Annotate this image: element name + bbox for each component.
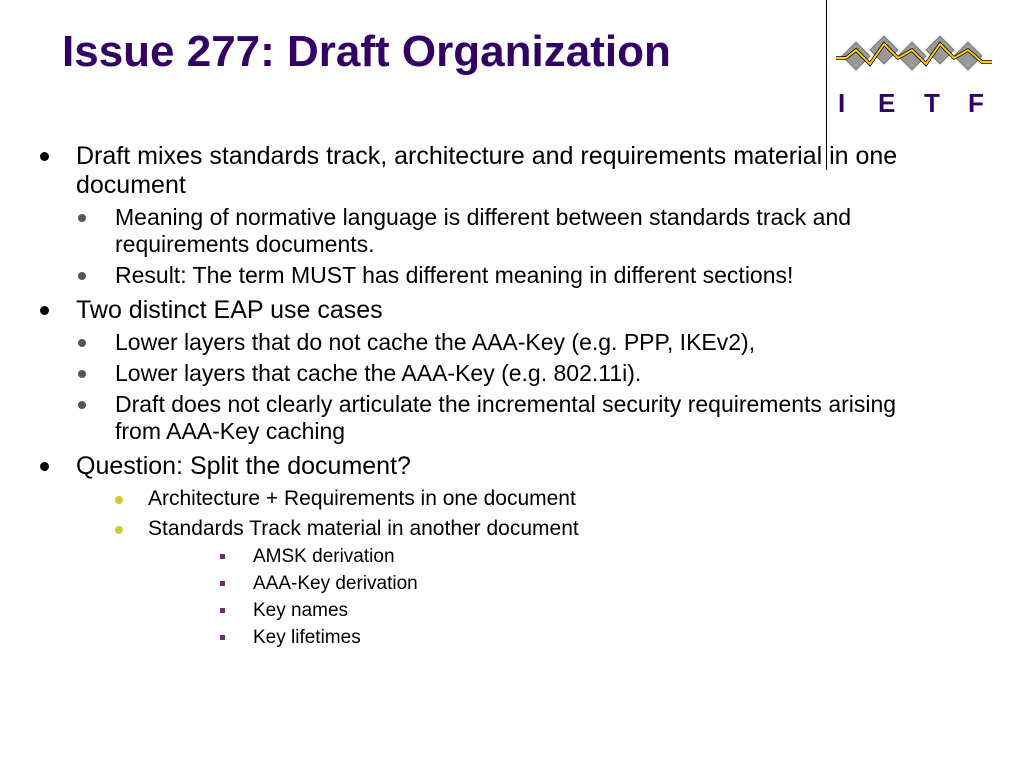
sub-sub-bullet-text: Key names <box>253 600 349 621</box>
sub-bullet-item <box>76 391 938 445</box>
bullet-item <box>38 296 938 445</box>
sub-bullet-item <box>76 486 938 511</box>
logo-letter-e: E <box>878 88 896 118</box>
slide-body <box>38 142 938 649</box>
bullet-list <box>38 142 938 649</box>
sub-bullet-text: Architecture + Requirements in one document <box>148 487 576 510</box>
sub-sub-bullet-item <box>148 626 938 649</box>
sub-sub-bullet-item <box>148 572 938 595</box>
sub-bullet-text: Draft does not clearly articulate the incremental security requirements arising from AAA-Key caching <box>115 391 897 444</box>
logo-letter-f: F <box>968 88 984 118</box>
sub-bullet-text: Result: The term MUST has different meaning in different sections! <box>115 262 794 288</box>
sub-bullet-item <box>76 204 938 258</box>
sub-sub-bullet-text: AAA-Key derivation <box>253 573 418 594</box>
sub-sub-bullet-item <box>148 545 938 568</box>
sub-bullet-item <box>76 329 938 356</box>
ietf-logo <box>832 30 992 120</box>
bullet-item <box>38 142 938 289</box>
slide-title: Issue 277: Draft Organization <box>62 27 671 76</box>
sub-bullet-item <box>76 360 938 387</box>
sub-sub-bullet-text: Key lifetimes <box>253 627 361 648</box>
sub-bullet-text: Meaning of normative language is different between standards track and requirements documents. <box>115 204 852 257</box>
bullet-text: Question: Split the document? <box>76 452 411 480</box>
bullet-text: Two distinct EAP use cases <box>76 296 383 324</box>
bullet-item <box>38 452 938 649</box>
sub-bullet-item <box>76 262 938 289</box>
sub-bullet-text: Lower layers that cache the AAA-Key (e.g. 802.11i). <box>115 360 642 386</box>
logo-letter-i: I <box>838 88 846 118</box>
logo-letter-t: T <box>924 88 940 118</box>
sub-bullet-item <box>76 516 938 649</box>
ietf-logo-graphic <box>832 30 992 120</box>
sub-bullet-text: Standards Track material in another document <box>148 517 579 540</box>
sub-bullet-text: Lower layers that do not cache the AAA-Key (e.g. PPP, IKEv2), <box>115 329 756 355</box>
bullet-text: Draft mixes standards track, architecture and requirements material in one document <box>76 142 898 199</box>
sub-sub-bullet-item <box>148 599 938 622</box>
sub-sub-bullet-text: AMSK derivation <box>253 546 395 567</box>
